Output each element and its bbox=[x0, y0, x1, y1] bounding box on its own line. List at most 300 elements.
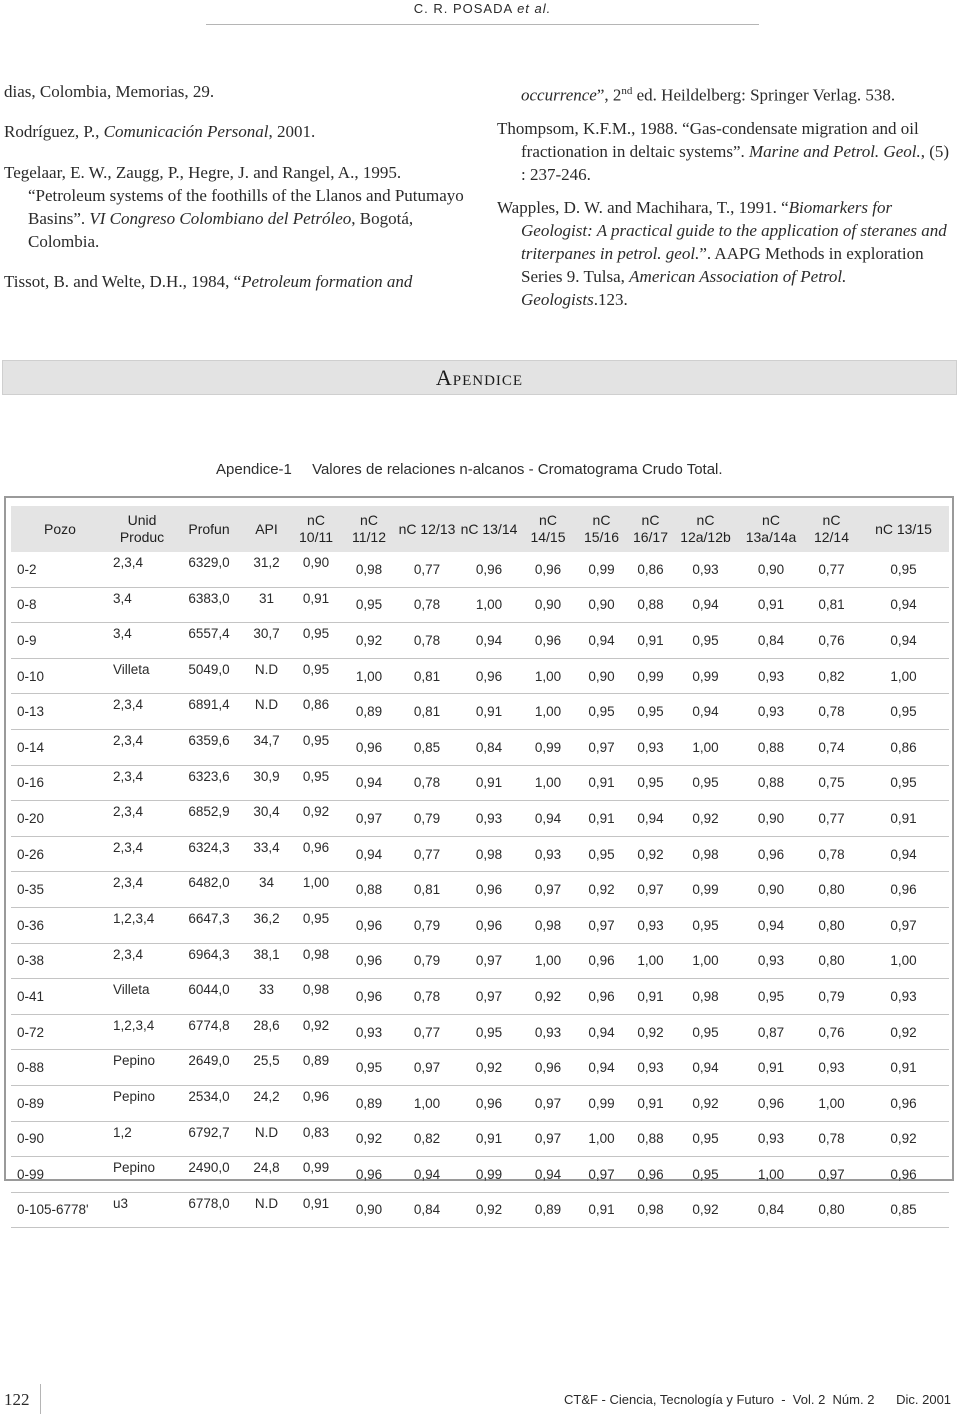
table-cell: 0,93 bbox=[805, 1050, 858, 1086]
table-cell: N.D bbox=[243, 658, 290, 694]
table-cell: 0,95 bbox=[290, 623, 342, 659]
column-header: nC 13a/14a bbox=[737, 506, 805, 552]
table-cell: 1,00 bbox=[342, 658, 396, 694]
table-cell: 0,92 bbox=[290, 801, 342, 837]
table-cell: 0,94 bbox=[858, 587, 949, 623]
table-cell: 1,00 bbox=[805, 1085, 858, 1121]
table-cell: 0,96 bbox=[458, 907, 520, 943]
table-cell: 1,2,3,4 bbox=[109, 1014, 175, 1050]
table-cell: 0,99 bbox=[458, 1157, 520, 1193]
column-header: Profun bbox=[175, 506, 243, 552]
table-cell: 1,2,3,4 bbox=[109, 907, 175, 943]
section-title-bar bbox=[2, 360, 957, 395]
table-cell: 0,95 bbox=[674, 1121, 737, 1157]
table-cell: 0,96 bbox=[290, 1085, 342, 1121]
table-cell: 0,98 bbox=[520, 907, 576, 943]
journal-citation: CT&F - Ciencia, Tecnología y Futuro - Vol. 2 Núm. 2 Dic. 2001 bbox=[564, 1392, 952, 1407]
table-row bbox=[11, 907, 949, 943]
table-cell: 0,95 bbox=[458, 1014, 520, 1050]
table-row bbox=[11, 658, 949, 694]
table-row bbox=[11, 587, 949, 623]
table-cell: 0,94 bbox=[627, 801, 674, 837]
table-cell: 0,93 bbox=[627, 1050, 674, 1086]
table-cell: 6323,6 bbox=[175, 765, 243, 801]
table-cell: 6852,9 bbox=[175, 801, 243, 837]
footer-divider bbox=[40, 1384, 41, 1414]
table-cell: 0,88 bbox=[627, 587, 674, 623]
table-cell: 0-88 bbox=[11, 1050, 109, 1086]
table-cell: 0,88 bbox=[342, 872, 396, 908]
table-header-row bbox=[11, 506, 949, 552]
table-cell: 6359,6 bbox=[175, 729, 243, 765]
table-cell: 0,93 bbox=[737, 1121, 805, 1157]
table-cell: 6964,3 bbox=[175, 943, 243, 979]
table-cell: 0,99 bbox=[627, 658, 674, 694]
table-cell: 0,99 bbox=[576, 552, 627, 587]
table-cell: 0-2 bbox=[11, 552, 109, 587]
table-cell: 1,00 bbox=[520, 658, 576, 694]
table-cell: 0,77 bbox=[396, 1014, 458, 1050]
table-cell: 0-8 bbox=[11, 587, 109, 623]
table-cell: 0,79 bbox=[805, 979, 858, 1015]
references-right-column bbox=[497, 80, 957, 311]
section-title: Apendice bbox=[435, 365, 524, 390]
table-cell: 0,81 bbox=[396, 872, 458, 908]
table-cell: 0,95 bbox=[674, 1014, 737, 1050]
reference-item: Tegelaar, E. W., Zaugg, P., Hegre, J. and Rangel, A., 1995. “Petroleum systems of the foothills of the Llanos and Putumayo Basins”. VI Congreso Colombiano del Petróleo, Bogotá, Colombia. bbox=[4, 163, 464, 251]
table-cell: 6329,0 bbox=[175, 552, 243, 587]
table-cell: 0,95 bbox=[627, 694, 674, 730]
table-cell: Pepino bbox=[109, 1085, 175, 1121]
table-cell: 0,95 bbox=[858, 552, 949, 587]
table-cell: 0,92 bbox=[576, 872, 627, 908]
table-row bbox=[11, 1121, 949, 1157]
table-cell: 0,95 bbox=[576, 694, 627, 730]
table-cell: 0,96 bbox=[737, 1085, 805, 1121]
table-cell: 0,94 bbox=[737, 907, 805, 943]
table-cell: 0-36 bbox=[11, 907, 109, 943]
table-cell: 36,2 bbox=[243, 907, 290, 943]
table-row bbox=[11, 765, 949, 801]
table-cell: 0,91 bbox=[576, 1192, 627, 1228]
table-cell: 0,94 bbox=[396, 1157, 458, 1193]
table-cell: 0,96 bbox=[458, 552, 520, 587]
table-cell: 0,91 bbox=[858, 1050, 949, 1086]
table-cell: 0,85 bbox=[396, 729, 458, 765]
table-cell: 0,97 bbox=[576, 729, 627, 765]
column-header: nC 14/15 bbox=[520, 506, 576, 552]
table-cell: 0,78 bbox=[396, 979, 458, 1015]
table-cell: 0,95 bbox=[858, 765, 949, 801]
table-row bbox=[11, 729, 949, 765]
table-cell: 2,3,4 bbox=[109, 552, 175, 587]
table-cell: 0,91 bbox=[737, 587, 805, 623]
table-cell: 0,98 bbox=[627, 1192, 674, 1228]
table-cell: 0,95 bbox=[342, 587, 396, 623]
table-cell: 0-105-6778' bbox=[11, 1192, 109, 1228]
table-cell: 0,97 bbox=[805, 1157, 858, 1193]
table-cell: 0,95 bbox=[674, 765, 737, 801]
table-cell: 30,9 bbox=[243, 765, 290, 801]
table-cell: 0,79 bbox=[396, 943, 458, 979]
table-cell: 34,7 bbox=[243, 729, 290, 765]
table-cell: 2490,0 bbox=[175, 1157, 243, 1193]
table-cell: 0,82 bbox=[805, 658, 858, 694]
table-cell: 0,97 bbox=[520, 1121, 576, 1157]
table-cell: 0,92 bbox=[627, 836, 674, 872]
table-cell: 0,90 bbox=[576, 587, 627, 623]
table-cell: 0,91 bbox=[737, 1050, 805, 1086]
table-cell: 0,95 bbox=[342, 1050, 396, 1086]
reference-item: Tissot, B. and Welte, D.H., 1984, “Petroleum formation and bbox=[4, 272, 413, 291]
table-cell: 6774,8 bbox=[175, 1014, 243, 1050]
table-cell: 0,96 bbox=[342, 1157, 396, 1193]
table-cell: 0,77 bbox=[396, 552, 458, 587]
table-cell: 0,95 bbox=[290, 729, 342, 765]
table-cell: 1,00 bbox=[520, 943, 576, 979]
table-cell: 0,94 bbox=[520, 801, 576, 837]
table-frame bbox=[4, 496, 954, 1218]
table-cell: N.D bbox=[243, 1121, 290, 1157]
table-cell: 0,88 bbox=[737, 729, 805, 765]
reference-item: Thompsom, K.F.M., 1988. “Gas-condensate migration and oil fractionation in deltaic systems”. Marine and Petrol. Geol., (5) : 237-246. bbox=[497, 118, 950, 184]
table-cell: 6792,7 bbox=[175, 1121, 243, 1157]
table-cell: 0,81 bbox=[396, 658, 458, 694]
table-cell: 0,77 bbox=[805, 801, 858, 837]
table-row bbox=[11, 801, 949, 837]
table-cell: 3,4 bbox=[109, 587, 175, 623]
caption-label: Apendice-1 bbox=[216, 461, 292, 478]
table-cell: 0,97 bbox=[858, 907, 949, 943]
table-cell: 0,92 bbox=[858, 1121, 949, 1157]
table-cell: 24,2 bbox=[243, 1085, 290, 1121]
table-cell: 2,3,4 bbox=[109, 872, 175, 908]
table-cell: 0,80 bbox=[805, 943, 858, 979]
table-cell: 0,96 bbox=[858, 1157, 949, 1193]
running-head-authors: C. R. POSADA bbox=[413, 1, 513, 16]
table-cell: 0,92 bbox=[458, 1050, 520, 1086]
table-cell: 0,90 bbox=[737, 552, 805, 587]
table-cell: 1,00 bbox=[627, 943, 674, 979]
table-cell: 0,92 bbox=[342, 623, 396, 659]
table-cell: 0,93 bbox=[737, 658, 805, 694]
table-cell: 0,98 bbox=[290, 979, 342, 1015]
table-cell: 2,3,4 bbox=[109, 729, 175, 765]
table-row bbox=[11, 694, 949, 730]
table-cell: 0,78 bbox=[805, 1121, 858, 1157]
table-cell: 0,94 bbox=[520, 1157, 576, 1193]
caption-text: Valores de relaciones n-alcanos - Cromatograma Crudo Total. bbox=[312, 461, 723, 478]
table-cell: 0,91 bbox=[458, 765, 520, 801]
table-cell: 0,80 bbox=[805, 1192, 858, 1228]
page-number: 122 bbox=[4, 1390, 30, 1409]
table-cell: 0,96 bbox=[342, 729, 396, 765]
table-cell: 0,96 bbox=[627, 1157, 674, 1193]
table-cell: 0,75 bbox=[805, 765, 858, 801]
table-cell: 1,00 bbox=[858, 943, 949, 979]
table-cell: 0,95 bbox=[576, 836, 627, 872]
table-cell: 1,00 bbox=[737, 1157, 805, 1193]
table-cell: 0,95 bbox=[290, 907, 342, 943]
column-header: nC 12a/12b bbox=[674, 506, 737, 552]
table-cell: 0,97 bbox=[576, 907, 627, 943]
table-cell: 0,93 bbox=[342, 1014, 396, 1050]
table-cell: 0,88 bbox=[737, 765, 805, 801]
table-cell: 0,96 bbox=[520, 552, 576, 587]
table-cell: 0,91 bbox=[627, 979, 674, 1015]
table-cell: 2,3,4 bbox=[109, 801, 175, 837]
table-cell: 0,79 bbox=[396, 801, 458, 837]
table-cell: 0-20 bbox=[11, 801, 109, 837]
table-cell: 0,94 bbox=[674, 587, 737, 623]
table-cell: 0,84 bbox=[458, 729, 520, 765]
table-row bbox=[11, 552, 949, 587]
table-caption bbox=[216, 461, 816, 478]
table-cell: 2,3,4 bbox=[109, 765, 175, 801]
table-cell: 2,3,4 bbox=[109, 694, 175, 730]
table-cell: 0,96 bbox=[520, 623, 576, 659]
table-cell: 0,81 bbox=[805, 587, 858, 623]
table-cell: 28,6 bbox=[243, 1014, 290, 1050]
table-cell: 0,90 bbox=[576, 658, 627, 694]
table-cell: 30,4 bbox=[243, 801, 290, 837]
table-cell: 0,76 bbox=[805, 623, 858, 659]
table-cell: 0,91 bbox=[576, 765, 627, 801]
table-cell: 3,4 bbox=[109, 623, 175, 659]
table-cell: 38,1 bbox=[243, 943, 290, 979]
table-cell: 0,78 bbox=[396, 587, 458, 623]
table-cell: 0-89 bbox=[11, 1085, 109, 1121]
table-cell: 0-14 bbox=[11, 729, 109, 765]
table-cell: 0,96 bbox=[576, 943, 627, 979]
running-head-etal: et al. bbox=[517, 1, 552, 16]
table-cell: 0,94 bbox=[858, 623, 949, 659]
table-cell: 0,99 bbox=[674, 872, 737, 908]
table-cell: 0,88 bbox=[627, 1121, 674, 1157]
table-cell: Villeta bbox=[109, 658, 175, 694]
table-cell: 0,95 bbox=[290, 658, 342, 694]
column-header: nC 15/16 bbox=[576, 506, 627, 552]
table-cell: 0,84 bbox=[737, 623, 805, 659]
table-cell: 0,97 bbox=[520, 1085, 576, 1121]
reference-item: Rodríguez, P., Comunicación Personal, 2001. bbox=[4, 122, 316, 141]
table-cell: 1,00 bbox=[576, 1121, 627, 1157]
table-cell: 0,87 bbox=[737, 1014, 805, 1050]
table-cell: Pepino bbox=[109, 1050, 175, 1086]
table-cell: 0,89 bbox=[520, 1192, 576, 1228]
table-cell: 6647,3 bbox=[175, 907, 243, 943]
table-cell: 0,91 bbox=[458, 694, 520, 730]
column-header: nC 16/17 bbox=[627, 506, 674, 552]
table-cell: 0,91 bbox=[290, 587, 342, 623]
references-left-column bbox=[4, 80, 464, 293]
table-cell: 0,94 bbox=[458, 623, 520, 659]
table-cell: 34 bbox=[243, 872, 290, 908]
table-cell: 0,80 bbox=[805, 907, 858, 943]
table-cell: 0,97 bbox=[396, 1050, 458, 1086]
table-cell: 30,7 bbox=[243, 623, 290, 659]
table-cell: N.D bbox=[243, 694, 290, 730]
page-footer bbox=[0, 1390, 960, 1412]
table-cell: 31 bbox=[243, 587, 290, 623]
table-cell: 0-16 bbox=[11, 765, 109, 801]
table-body bbox=[11, 552, 949, 1228]
reference-item: dias, Colombia, Memorias, 29. bbox=[4, 82, 215, 101]
table-cell: 0,79 bbox=[396, 907, 458, 943]
table-cell: 0,92 bbox=[342, 1121, 396, 1157]
table-row bbox=[11, 1192, 949, 1228]
table-cell: 0,94 bbox=[674, 1050, 737, 1086]
table-cell: 0,99 bbox=[520, 729, 576, 765]
column-header: nC 10/11 bbox=[290, 506, 342, 552]
table-cell: 0,74 bbox=[805, 729, 858, 765]
table-cell: 0-38 bbox=[11, 943, 109, 979]
table-cell: 1,00 bbox=[458, 587, 520, 623]
column-header: Unid Produc bbox=[109, 506, 175, 552]
table-cell: 0,78 bbox=[805, 694, 858, 730]
table-cell: 0,91 bbox=[627, 623, 674, 659]
table-cell: 0,85 bbox=[858, 1192, 949, 1228]
table-cell: 0,94 bbox=[674, 694, 737, 730]
column-header: nC 13/14 bbox=[458, 506, 520, 552]
table-cell: 6324,3 bbox=[175, 836, 243, 872]
table-cell: 0,98 bbox=[342, 552, 396, 587]
table-cell: 0,98 bbox=[674, 979, 737, 1015]
table-row bbox=[11, 1050, 949, 1086]
table-cell: 0,98 bbox=[290, 943, 342, 979]
table-row bbox=[11, 872, 949, 908]
table-cell: 0,96 bbox=[458, 872, 520, 908]
reference-item: occurrence”, 2nd ed. Heildelberg: Springer Verlag. 538. bbox=[521, 85, 896, 105]
table-cell: 0,96 bbox=[858, 872, 949, 908]
table-cell: 0,99 bbox=[674, 658, 737, 694]
table-cell: 0,92 bbox=[674, 1192, 737, 1228]
table-cell: 6482,0 bbox=[175, 872, 243, 908]
table-cell: 0-72 bbox=[11, 1014, 109, 1050]
table-cell: 0,98 bbox=[674, 836, 737, 872]
table-cell: 0,95 bbox=[674, 1157, 737, 1193]
table-cell: N.D bbox=[243, 1192, 290, 1228]
table-cell: 0,99 bbox=[290, 1157, 342, 1193]
table-cell: 0,91 bbox=[576, 801, 627, 837]
table-cell: 31,2 bbox=[243, 552, 290, 587]
table-cell: 0,94 bbox=[576, 623, 627, 659]
alkane-ratios-table bbox=[11, 506, 949, 1228]
table-cell: 0,97 bbox=[576, 1157, 627, 1193]
column-header: API bbox=[243, 506, 290, 552]
table-cell: 0,95 bbox=[627, 765, 674, 801]
table-cell: 1,00 bbox=[520, 765, 576, 801]
table-cell: 1,00 bbox=[520, 694, 576, 730]
table-cell: 0,90 bbox=[737, 872, 805, 908]
table-cell: 0,94 bbox=[342, 836, 396, 872]
table-cell: 2649,0 bbox=[175, 1050, 243, 1086]
table-cell: 0,92 bbox=[458, 1192, 520, 1228]
table-cell: 0,84 bbox=[737, 1192, 805, 1228]
table-cell: 0,84 bbox=[396, 1192, 458, 1228]
table-cell: 0,78 bbox=[805, 836, 858, 872]
table-cell: 0,93 bbox=[627, 907, 674, 943]
table-cell: 0,93 bbox=[627, 729, 674, 765]
table-cell: 0,95 bbox=[737, 979, 805, 1015]
table-cell: u3 bbox=[109, 1192, 175, 1228]
table-row bbox=[11, 943, 949, 979]
table-cell: 0,94 bbox=[576, 1014, 627, 1050]
table-cell: 0,91 bbox=[858, 801, 949, 837]
table-cell: 0,78 bbox=[396, 623, 458, 659]
table-cell: 0,93 bbox=[674, 552, 737, 587]
table-cell: 0,89 bbox=[342, 694, 396, 730]
table-cell: 0,90 bbox=[290, 552, 342, 587]
table-cell: 1,00 bbox=[396, 1085, 458, 1121]
table-cell: 0,91 bbox=[458, 1121, 520, 1157]
table-cell: 0-9 bbox=[11, 623, 109, 659]
column-header: nC 12/14 bbox=[805, 506, 858, 552]
table-cell: 0-41 bbox=[11, 979, 109, 1015]
table-cell: 6891,4 bbox=[175, 694, 243, 730]
table-row bbox=[11, 836, 949, 872]
table-cell: 0-10 bbox=[11, 658, 109, 694]
table-cell: 0,94 bbox=[342, 765, 396, 801]
table-cell: 0,93 bbox=[858, 979, 949, 1015]
table-cell: 0,92 bbox=[520, 979, 576, 1015]
table-cell: 0,92 bbox=[858, 1014, 949, 1050]
table-cell: 0,93 bbox=[520, 1014, 576, 1050]
table-cell: 0,97 bbox=[458, 979, 520, 1015]
table-cell: 0,89 bbox=[290, 1050, 342, 1086]
table-cell: 0,93 bbox=[737, 943, 805, 979]
table-cell: 0,96 bbox=[342, 907, 396, 943]
table-cell: 0,90 bbox=[520, 587, 576, 623]
table-cell: 0,93 bbox=[458, 801, 520, 837]
table-cell: 0,80 bbox=[805, 872, 858, 908]
table-cell: 0-26 bbox=[11, 836, 109, 872]
table-cell: 0,97 bbox=[627, 872, 674, 908]
table-cell: 0-35 bbox=[11, 872, 109, 908]
table-cell: 1,00 bbox=[674, 943, 737, 979]
table-cell: 0,86 bbox=[858, 729, 949, 765]
table-cell: 0,96 bbox=[458, 1085, 520, 1121]
table-row bbox=[11, 623, 949, 659]
table-cell: 2,3,4 bbox=[109, 836, 175, 872]
table-cell: 0,95 bbox=[290, 765, 342, 801]
reference-item: Wapples, D. W. and Machihara, T., 1991. “Biomarkers for Geologist: A practical guide to the application of steranes and triterpanes in petrol. geol.”. AAPG Methods in exploration Series 9. Tulsa, American Association of Petrol. Geologists.123. bbox=[497, 197, 947, 309]
table-cell: 0-90 bbox=[11, 1121, 109, 1157]
table-cell: 0,86 bbox=[627, 552, 674, 587]
table-cell: 0,93 bbox=[737, 694, 805, 730]
column-header: nC 13/15 bbox=[858, 506, 949, 552]
column-header: Pozo bbox=[11, 506, 109, 552]
table-cell: 0,81 bbox=[396, 694, 458, 730]
table-cell: 2,3,4 bbox=[109, 943, 175, 979]
table-cell: Pepino bbox=[109, 1157, 175, 1193]
table-cell: 6557,4 bbox=[175, 623, 243, 659]
table-cell: 0,95 bbox=[858, 694, 949, 730]
table-cell: 0,99 bbox=[576, 1085, 627, 1121]
table-cell: 0,97 bbox=[458, 943, 520, 979]
table-cell: 0,95 bbox=[674, 907, 737, 943]
table-row bbox=[11, 1157, 949, 1193]
table-cell: 0,96 bbox=[342, 979, 396, 1015]
running-head bbox=[206, 0, 759, 25]
table-cell: 0,78 bbox=[396, 765, 458, 801]
table-cell: 0,98 bbox=[458, 836, 520, 872]
table-cell: 0,97 bbox=[342, 801, 396, 837]
table-cell: 1,2 bbox=[109, 1121, 175, 1157]
table-cell: 0,91 bbox=[290, 1192, 342, 1228]
table-cell: 0,96 bbox=[576, 979, 627, 1015]
table-cell: 6778,0 bbox=[175, 1192, 243, 1228]
